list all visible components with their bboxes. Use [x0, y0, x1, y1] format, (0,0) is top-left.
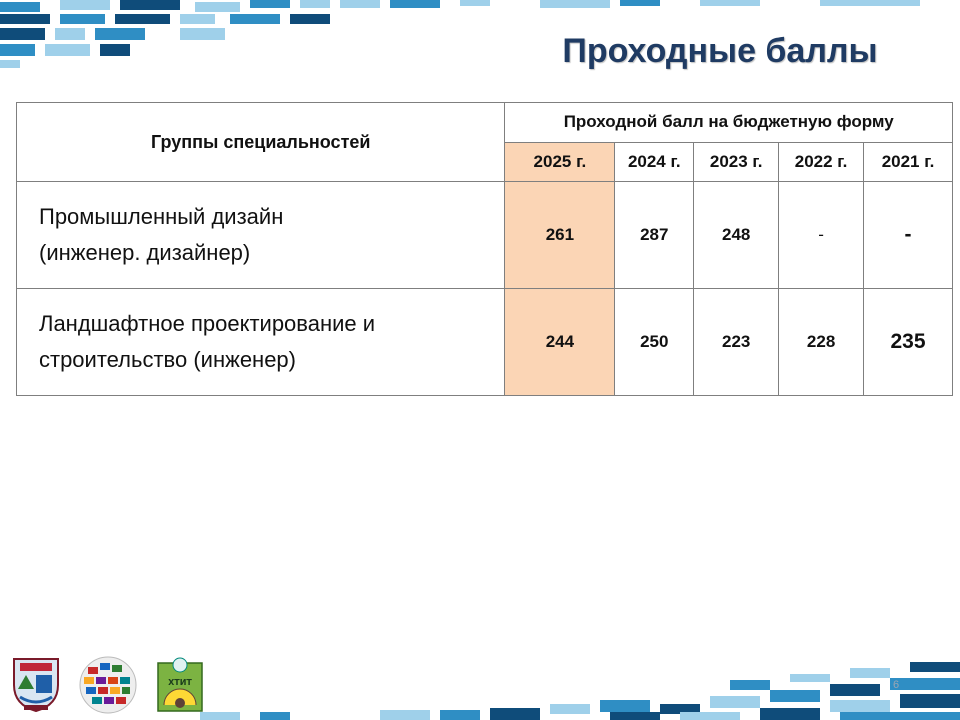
score-2021: 235 — [864, 289, 953, 396]
specialty-name-line1: Промышленный дизайн — [39, 204, 284, 229]
score-2023: 223 — [694, 289, 779, 396]
score-2025: 261 — [505, 182, 615, 289]
specialty-name-line1: Ландшафтное проектирование и — [39, 311, 376, 336]
page-title: Проходные баллы — [562, 32, 878, 70]
score-2022: 228 — [779, 289, 864, 396]
passing-scores-table — [16, 102, 953, 396]
specialty-name-line2: (инженер. дизайнер) — [39, 240, 251, 265]
score-2025: 244 — [505, 289, 615, 396]
svg-text:ХТИТ: ХТИТ — [168, 678, 192, 687]
score-2023: 248 — [694, 182, 779, 289]
bottom-decoration — [0, 660, 960, 720]
specialty-name — [17, 182, 505, 289]
score-2024: 287 — [615, 182, 694, 289]
year-2025-header: 2025 г. — [505, 142, 615, 182]
group-header: Группы специальностей — [17, 103, 505, 182]
specialty-name — [17, 289, 505, 396]
year-2022-header: 2022 г. — [779, 142, 864, 182]
score-2022: - — [779, 182, 864, 289]
page-number: 6 — [893, 679, 900, 691]
table-row — [17, 289, 953, 396]
budget-header: Проходной балл на бюджетную форму — [505, 103, 953, 143]
year-2023-header: 2023 г. — [694, 142, 779, 182]
score-2024: 250 — [615, 289, 694, 396]
score-2021: - — [864, 182, 953, 289]
year-2024-header: 2024 г. — [615, 142, 694, 182]
year-2021-header: 2021 г. — [864, 142, 953, 182]
table-row — [17, 182, 953, 289]
table-header-row — [17, 103, 953, 143]
specialty-name-line2: строительство (инженер) — [39, 347, 296, 372]
